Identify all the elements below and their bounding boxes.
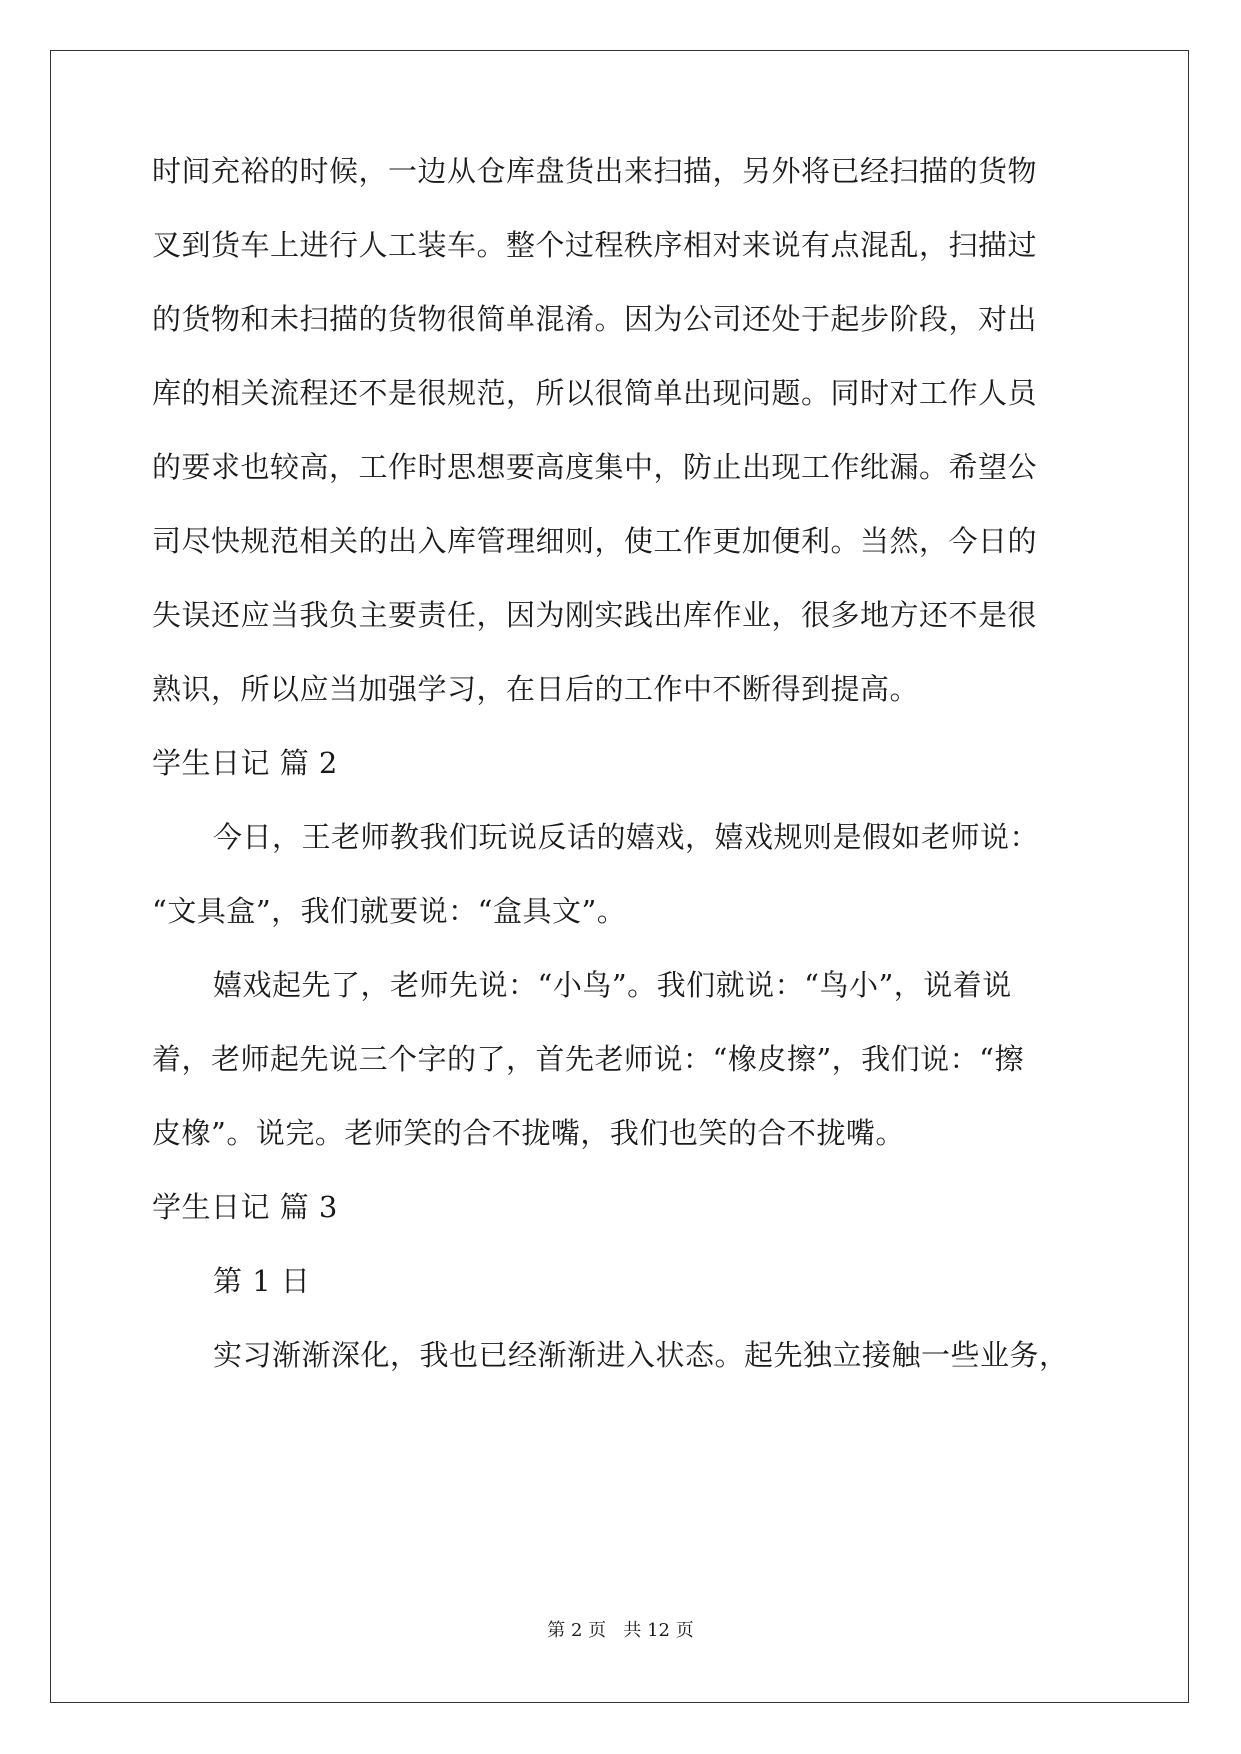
- body-text-line: 司尽快规范相关的出入库管理细则，使工作更加便利。当然，今日的: [152, 524, 1038, 558]
- body-text-line: 失误还应当我负主要责任，因为刚实践出库作业，很多地方还不是很: [152, 598, 1038, 632]
- page-number-footer: 第 2 页 共 12 页: [547, 1620, 694, 1641]
- body-text-line: 嬉戏起先了，老师先说：“小鸟”。我们就说：“鸟小”，说着说: [213, 968, 1012, 1002]
- body-text-line: 今日，王老师教我们玩说反话的嬉戏，嬉戏规则是假如老师说：: [213, 820, 1040, 854]
- body-text-line: 叉到货车上进行人工装车。整个过程秩序相对来说有点混乱，扫描过: [152, 228, 1038, 262]
- body-text-line: “文具盒”，我们就要说：“盒具文”。: [152, 894, 627, 928]
- page-border: [50, 50, 1189, 1703]
- section-heading: 学生日记 篇 2: [152, 746, 338, 780]
- body-text-line: 实习渐渐深化，我也已经渐渐进入状态。起先独立接触一些业务，: [213, 1338, 1069, 1372]
- body-text-line: 库的相关流程还不是很规范，所以很简单出现问题。同时对工作人员: [152, 376, 1038, 410]
- section-heading: 学生日记 篇 3: [152, 1190, 338, 1224]
- body-text-line: 时间充裕的时候，一边从仓库盘货出来扫描，另外将已经扫描的货物: [152, 154, 1038, 188]
- body-text-line: 着，老师起先说三个字的了，首先老师说：“橡皮擦”，我们说：“擦: [152, 1042, 1024, 1076]
- body-text-line: 的要求也较高，工作时思想要高度集中，防止出现工作纰漏。希望公: [152, 450, 1038, 484]
- body-text-line: 熟识，所以应当加强学习，在日后的工作中不断得到提高。: [152, 672, 920, 706]
- day-heading: 第 1 日: [213, 1264, 311, 1298]
- body-text-line: 皮橡”。说完。老师笑的合不拢嘴，我们也笑的合不拢嘴。: [152, 1116, 905, 1150]
- body-text-line: 的货物和未扫描的货物很简单混淆。因为公司还处于起步阶段，对出: [152, 302, 1038, 336]
